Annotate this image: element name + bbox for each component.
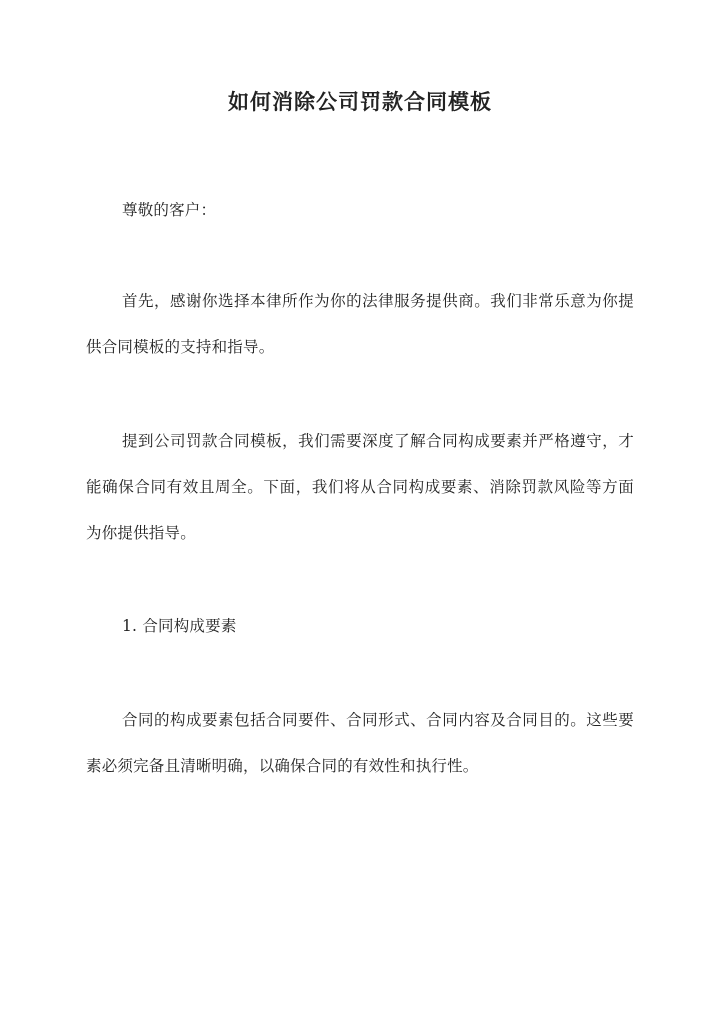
intro-paragraph: 首先，感谢你选择本律所作为你的法律服务提供商。我们非常乐意为你提供合同模板的支持和指导。 xyxy=(86,292,634,356)
document-title: 如何消除公司罚款合同模板 xyxy=(228,89,492,114)
section-heading: 1. 合同构成要素 xyxy=(122,617,237,635)
mention-paragraph: 提到公司罚款合同模板，我们需要深度了解合同构成要素并严格遵守，才能确保合同有效且周全。下面，我们将从合同构成要素、消除罚款风险等方面为你提供指导。 xyxy=(86,432,634,542)
section-body-paragraph: 合同的构成要素包括合同要件、合同形式、合同内容及合同目的。这些要素必须完备且清晰明确，以确保合同的有效性和执行性。 xyxy=(86,711,634,775)
greeting-paragraph: 尊敬的客户： xyxy=(122,201,217,219)
